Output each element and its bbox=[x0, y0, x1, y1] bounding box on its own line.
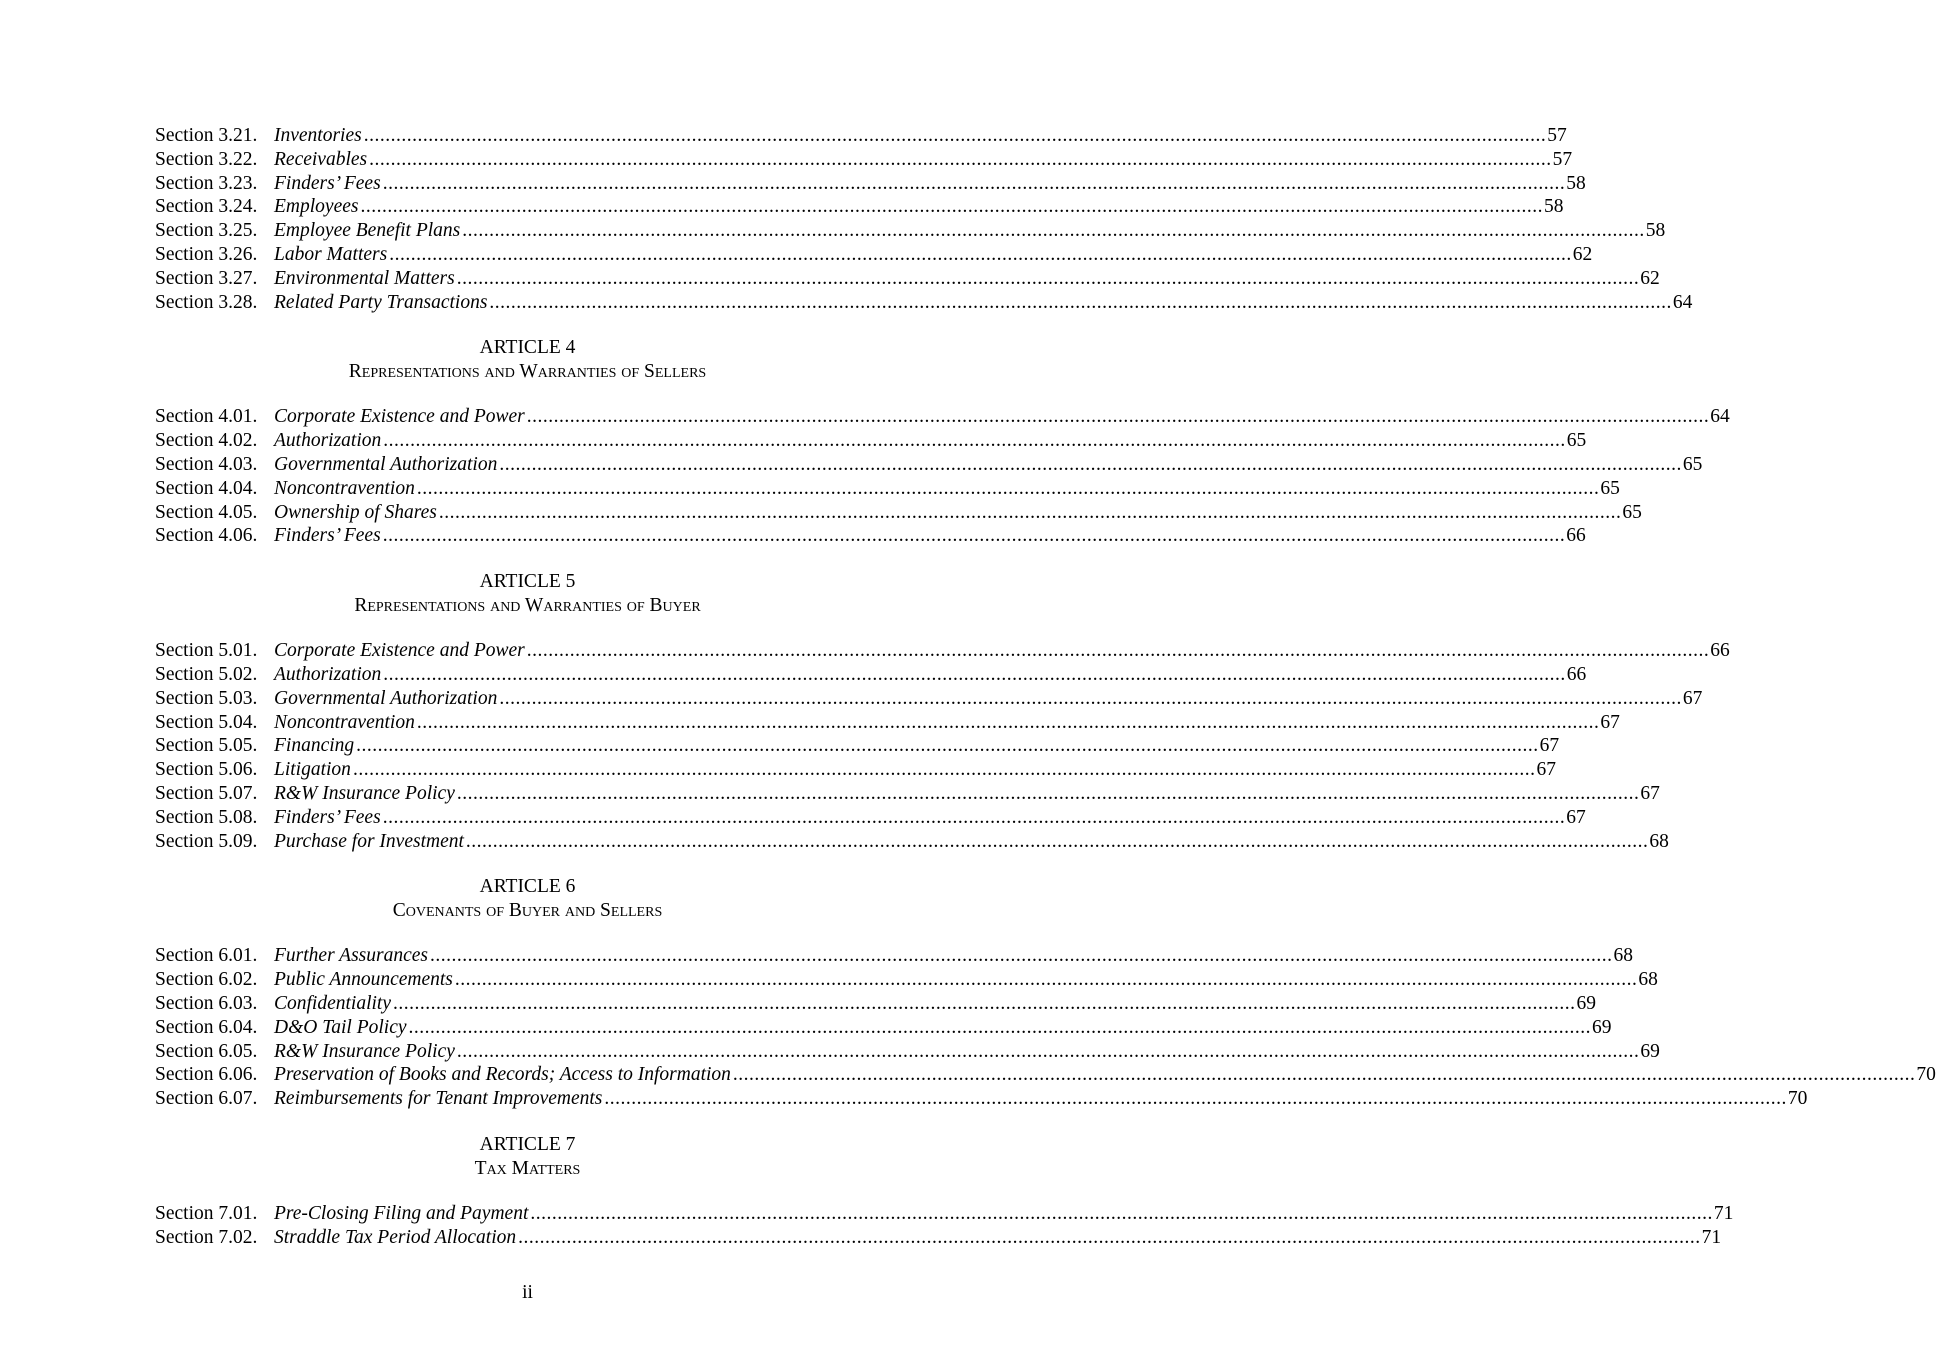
section-title: Labor Matters bbox=[274, 243, 388, 265]
section-page-number: 66 bbox=[1566, 663, 1587, 685]
dot-leader: ............................................................................................................................................................................................................................ bbox=[430, 945, 1613, 967]
section-page-number: 58 bbox=[1645, 220, 1666, 242]
section-number: Section 6.04. bbox=[155, 1016, 258, 1038]
section-page-number: 68 bbox=[1638, 969, 1658, 991]
toc-entry[interactable] bbox=[155, 687, 1703, 711]
section-title: Governmental Authorization bbox=[274, 687, 498, 709]
section-page-number: 69 bbox=[1640, 1040, 1660, 1062]
toc-entry[interactable] bbox=[155, 1226, 1722, 1250]
section-title: Corporate Existence and Power bbox=[274, 406, 525, 428]
section-number: Section 5.08. bbox=[155, 806, 258, 828]
section-title: Straddle Tax Period Allocation bbox=[274, 1226, 517, 1248]
section-number: Section 4.02. bbox=[155, 430, 258, 452]
toc-entry[interactable] bbox=[155, 172, 1586, 196]
toc-entry[interactable] bbox=[155, 663, 1587, 687]
section-page-number: 65 bbox=[1566, 430, 1587, 452]
toc-entry[interactable] bbox=[155, 453, 1703, 477]
section-number: Section 4.03. bbox=[155, 453, 258, 475]
toc-entry[interactable] bbox=[155, 405, 1730, 429]
dot-leader: ............................................................................................................................................................................................................................ bbox=[382, 806, 1566, 828]
section-title: R&W Insurance Policy bbox=[274, 1040, 455, 1062]
section-number: Section 4.01. bbox=[155, 406, 258, 428]
dot-leader: ............................................................................................................................................................................................................................ bbox=[499, 453, 1682, 475]
section-page-number: 68 bbox=[1649, 830, 1669, 852]
section-title: R&W Insurance Policy bbox=[274, 782, 455, 804]
dot-leader: ............................................................................................................................................................................................................................ bbox=[489, 291, 1672, 313]
article-title: Representations and Warranties of Buyer bbox=[354, 595, 701, 617]
section-page-number: 67 bbox=[1682, 687, 1703, 709]
dot-leader: ............................................................................................................................................................................................................................ bbox=[416, 711, 1600, 733]
toc-entry[interactable] bbox=[155, 639, 1730, 663]
toc-entry[interactable] bbox=[155, 243, 1593, 267]
section-page-number: 62 bbox=[1572, 243, 1593, 265]
section-title: Reimbursements for Tenant Improvements bbox=[274, 1088, 603, 1110]
toc-entry[interactable] bbox=[155, 968, 1658, 992]
dot-leader: ............................................................................................................................................................................................................................ bbox=[456, 1040, 1640, 1062]
dot-leader: ............................................................................................................................................................................................................................ bbox=[383, 430, 1566, 452]
section-page-number: 67 bbox=[1536, 759, 1556, 781]
section-page-number: 64 bbox=[1672, 291, 1693, 313]
section-page-number: 67 bbox=[1600, 711, 1620, 733]
section-title: Finders’ Fees bbox=[274, 172, 381, 194]
article-heading bbox=[155, 875, 900, 923]
section-page-number: 69 bbox=[1592, 1016, 1612, 1038]
dot-leader: ............................................................................................................................................................................................................................ bbox=[438, 501, 1622, 523]
dot-leader: ............................................................................................................................................................................................................................ bbox=[518, 1226, 1701, 1248]
section-page-number: 62 bbox=[1640, 267, 1660, 289]
toc-entry[interactable] bbox=[155, 477, 1620, 501]
section-page-number: 65 bbox=[1622, 501, 1642, 523]
article-number: ARTICLE 5 bbox=[479, 571, 576, 593]
section-page-number: 67 bbox=[1640, 782, 1660, 804]
section-page-number: 65 bbox=[1682, 453, 1703, 475]
toc-entry[interactable] bbox=[155, 1040, 1660, 1064]
section-number: Section 4.06. bbox=[155, 525, 258, 547]
dot-leader: ............................................................................................................................................................................................................................ bbox=[732, 1064, 1916, 1086]
section-page-number: 70 bbox=[1916, 1064, 1936, 1086]
section-title: Ownership of Shares bbox=[274, 501, 437, 523]
dot-leader: ............................................................................................................................................................................................................................ bbox=[416, 477, 1600, 499]
dot-leader: ............................................................................................................................................................................................................................ bbox=[454, 969, 1638, 991]
toc-entry[interactable] bbox=[155, 148, 1573, 172]
section-page-number: 66 bbox=[1710, 640, 1730, 662]
section-title: Inventories bbox=[274, 125, 362, 146]
page-number: ii bbox=[522, 1282, 533, 1303]
section-number: Section 5.02. bbox=[155, 663, 258, 685]
toc-entry[interactable] bbox=[155, 734, 1560, 758]
dot-leader: ............................................................................................................................................................................................................................ bbox=[462, 220, 1645, 242]
section-title: Governmental Authorization bbox=[274, 453, 498, 475]
section-number: Section 3.24. bbox=[155, 196, 258, 218]
section-number: Section 3.21. bbox=[155, 125, 258, 146]
toc-entry[interactable] bbox=[155, 1087, 1808, 1111]
dot-leader: ............................................................................................................................................................................................................................ bbox=[363, 125, 1547, 146]
section-number: Section 6.02. bbox=[155, 969, 258, 991]
section-number: Section 3.28. bbox=[155, 291, 258, 313]
section-number: Section 3.23. bbox=[155, 172, 258, 194]
section-page-number: 67 bbox=[1539, 735, 1560, 757]
section-number: Section 3.26. bbox=[155, 243, 258, 265]
section-number: Section 4.04. bbox=[155, 477, 258, 499]
section-number: Section 5.06. bbox=[155, 759, 258, 781]
dot-leader: ............................................................................................................................................................................................................................ bbox=[499, 687, 1682, 709]
section-page-number: 71 bbox=[1701, 1226, 1722, 1248]
toc-entry[interactable] bbox=[155, 806, 1586, 830]
article-heading bbox=[155, 570, 900, 618]
dot-leader: ............................................................................................................................................................................................................................ bbox=[356, 735, 1539, 757]
section-number: Section 5.07. bbox=[155, 782, 258, 804]
dot-leader: ............................................................................................................................................................................................................................ bbox=[526, 640, 1710, 662]
section-page-number: 71 bbox=[1713, 1202, 1734, 1224]
toc-entry[interactable] bbox=[155, 992, 1596, 1016]
section-number: Section 3.27. bbox=[155, 267, 258, 289]
article-title: Representations and Warranties of Sellers bbox=[348, 361, 707, 383]
toc-entry[interactable] bbox=[155, 758, 1556, 782]
section-title: Employees bbox=[274, 196, 359, 218]
dot-leader: ............................................................................................................................................................................................................................ bbox=[352, 759, 1536, 781]
toc-entry[interactable] bbox=[155, 782, 1660, 806]
section-title: Corporate Existence and Power bbox=[274, 640, 525, 662]
section-title: Public Announcements bbox=[274, 969, 453, 991]
section-number: Section 5.04. bbox=[155, 711, 258, 733]
dot-leader: ............................................................................................................................................................................................................................ bbox=[389, 243, 1572, 265]
toc-entry[interactable] bbox=[155, 830, 1669, 854]
dot-leader: ............................................................................................................................................................................................................................ bbox=[604, 1088, 1787, 1110]
section-number: Section 5.09. bbox=[155, 830, 258, 852]
section-number: Section 6.03. bbox=[155, 992, 258, 1014]
section-number: Section 6.06. bbox=[155, 1064, 258, 1086]
article-heading bbox=[155, 1133, 900, 1181]
toc-entry[interactable] bbox=[155, 291, 1693, 315]
section-page-number: 69 bbox=[1576, 992, 1596, 1014]
section-page-number: 57 bbox=[1547, 125, 1567, 146]
section-title: Pre-Closing Filing and Payment bbox=[274, 1202, 529, 1224]
section-number: Section 5.05. bbox=[155, 735, 258, 757]
section-page-number: 58 bbox=[1566, 172, 1586, 194]
section-title: Employee Benefit Plans bbox=[274, 220, 461, 242]
section-title: Confidentiality bbox=[274, 992, 391, 1014]
toc-entry[interactable] bbox=[155, 429, 1587, 453]
section-number: Section 3.22. bbox=[155, 148, 258, 170]
section-number: Section 7.02. bbox=[155, 1226, 258, 1248]
toc-entry[interactable] bbox=[155, 711, 1620, 735]
dot-leader: ............................................................................................................................................................................................................................ bbox=[382, 525, 1566, 547]
toc-entry[interactable] bbox=[155, 1016, 1612, 1040]
section-title: Authorization bbox=[274, 663, 382, 685]
section-title: Further Assurances bbox=[274, 945, 429, 967]
toc-entry[interactable] bbox=[155, 1202, 1734, 1226]
section-title: Authorization bbox=[274, 430, 382, 452]
section-page-number: 67 bbox=[1566, 806, 1586, 828]
section-title: Noncontravention bbox=[274, 477, 415, 499]
toc-entry[interactable] bbox=[155, 267, 1660, 291]
section-number: Section 6.01. bbox=[155, 945, 258, 967]
article-heading bbox=[155, 336, 900, 384]
section-title: Financing bbox=[274, 735, 355, 757]
section-title: Receivables bbox=[274, 148, 368, 170]
section-number: Section 5.03. bbox=[155, 687, 258, 709]
dot-leader: ............................................................................................................................................................................................................................ bbox=[456, 267, 1640, 289]
toc-entry[interactable] bbox=[155, 524, 1586, 548]
section-number: Section 6.05. bbox=[155, 1040, 258, 1062]
toc-entry[interactable] bbox=[155, 195, 1564, 219]
table-of-contents bbox=[155, 124, 1936, 1250]
section-page-number: 68 bbox=[1613, 945, 1634, 967]
toc-entry[interactable] bbox=[155, 944, 1634, 968]
section-number: Section 4.05. bbox=[155, 501, 258, 523]
dot-leader: ............................................................................................................................................................................................................................ bbox=[360, 196, 1543, 218]
section-title: Preservation of Books and Records; Access to Information bbox=[274, 1064, 731, 1086]
dot-leader: ............................................................................................................................................................................................................................ bbox=[465, 830, 1649, 852]
section-number: Section 5.01. bbox=[155, 640, 258, 662]
dot-leader: ............................................................................................................................................................................................................................ bbox=[393, 992, 1576, 1014]
dot-leader: ............................................................................................................................................................................................................................ bbox=[456, 782, 1640, 804]
dot-leader: ............................................................................................................................................................................................................................ bbox=[530, 1202, 1713, 1224]
article-number: ARTICLE 4 bbox=[479, 337, 576, 359]
section-page-number: 57 bbox=[1552, 148, 1573, 170]
section-title: Related Party Transactions bbox=[274, 291, 488, 313]
toc-entry[interactable] bbox=[155, 501, 1642, 525]
section-title: Finders’ Fees bbox=[274, 806, 381, 828]
dot-leader: ............................................................................................................................................................................................................................ bbox=[408, 1016, 1592, 1038]
section-number: Section 7.01. bbox=[155, 1202, 258, 1224]
dot-leader: ............................................................................................................................................................................................................................ bbox=[383, 663, 1566, 685]
section-page-number: 58 bbox=[1543, 196, 1564, 218]
section-page-number: 65 bbox=[1600, 477, 1620, 499]
section-title: Purchase for Investment bbox=[274, 830, 464, 852]
section-page-number: 66 bbox=[1566, 525, 1586, 547]
toc-entry[interactable] bbox=[155, 124, 1567, 148]
section-title: Environmental Matters bbox=[274, 267, 455, 289]
toc-entry[interactable] bbox=[155, 219, 1666, 243]
section-number: Section 3.25. bbox=[155, 220, 258, 242]
section-title: Finders’ Fees bbox=[274, 525, 381, 547]
section-title: Litigation bbox=[274, 759, 351, 781]
dot-leader: ............................................................................................................................................................................................................................ bbox=[382, 172, 1566, 194]
article-title: Covenants of Buyer and Sellers bbox=[392, 900, 663, 922]
section-page-number: 70 bbox=[1787, 1088, 1808, 1110]
section-title: Noncontravention bbox=[274, 711, 415, 733]
dot-leader: ............................................................................................................................................................................................................................ bbox=[526, 406, 1710, 428]
dot-leader: ............................................................................................................................................................................................................................ bbox=[369, 148, 1552, 170]
section-title: D&O Tail Policy bbox=[274, 1016, 407, 1038]
section-page-number: 64 bbox=[1710, 406, 1730, 428]
section-number: Section 6.07. bbox=[155, 1088, 258, 1110]
toc-entry[interactable] bbox=[155, 1063, 1936, 1087]
article-number: ARTICLE 6 bbox=[479, 876, 576, 898]
article-number: ARTICLE 7 bbox=[479, 1133, 576, 1155]
article-title: Tax Matters bbox=[474, 1157, 581, 1179]
